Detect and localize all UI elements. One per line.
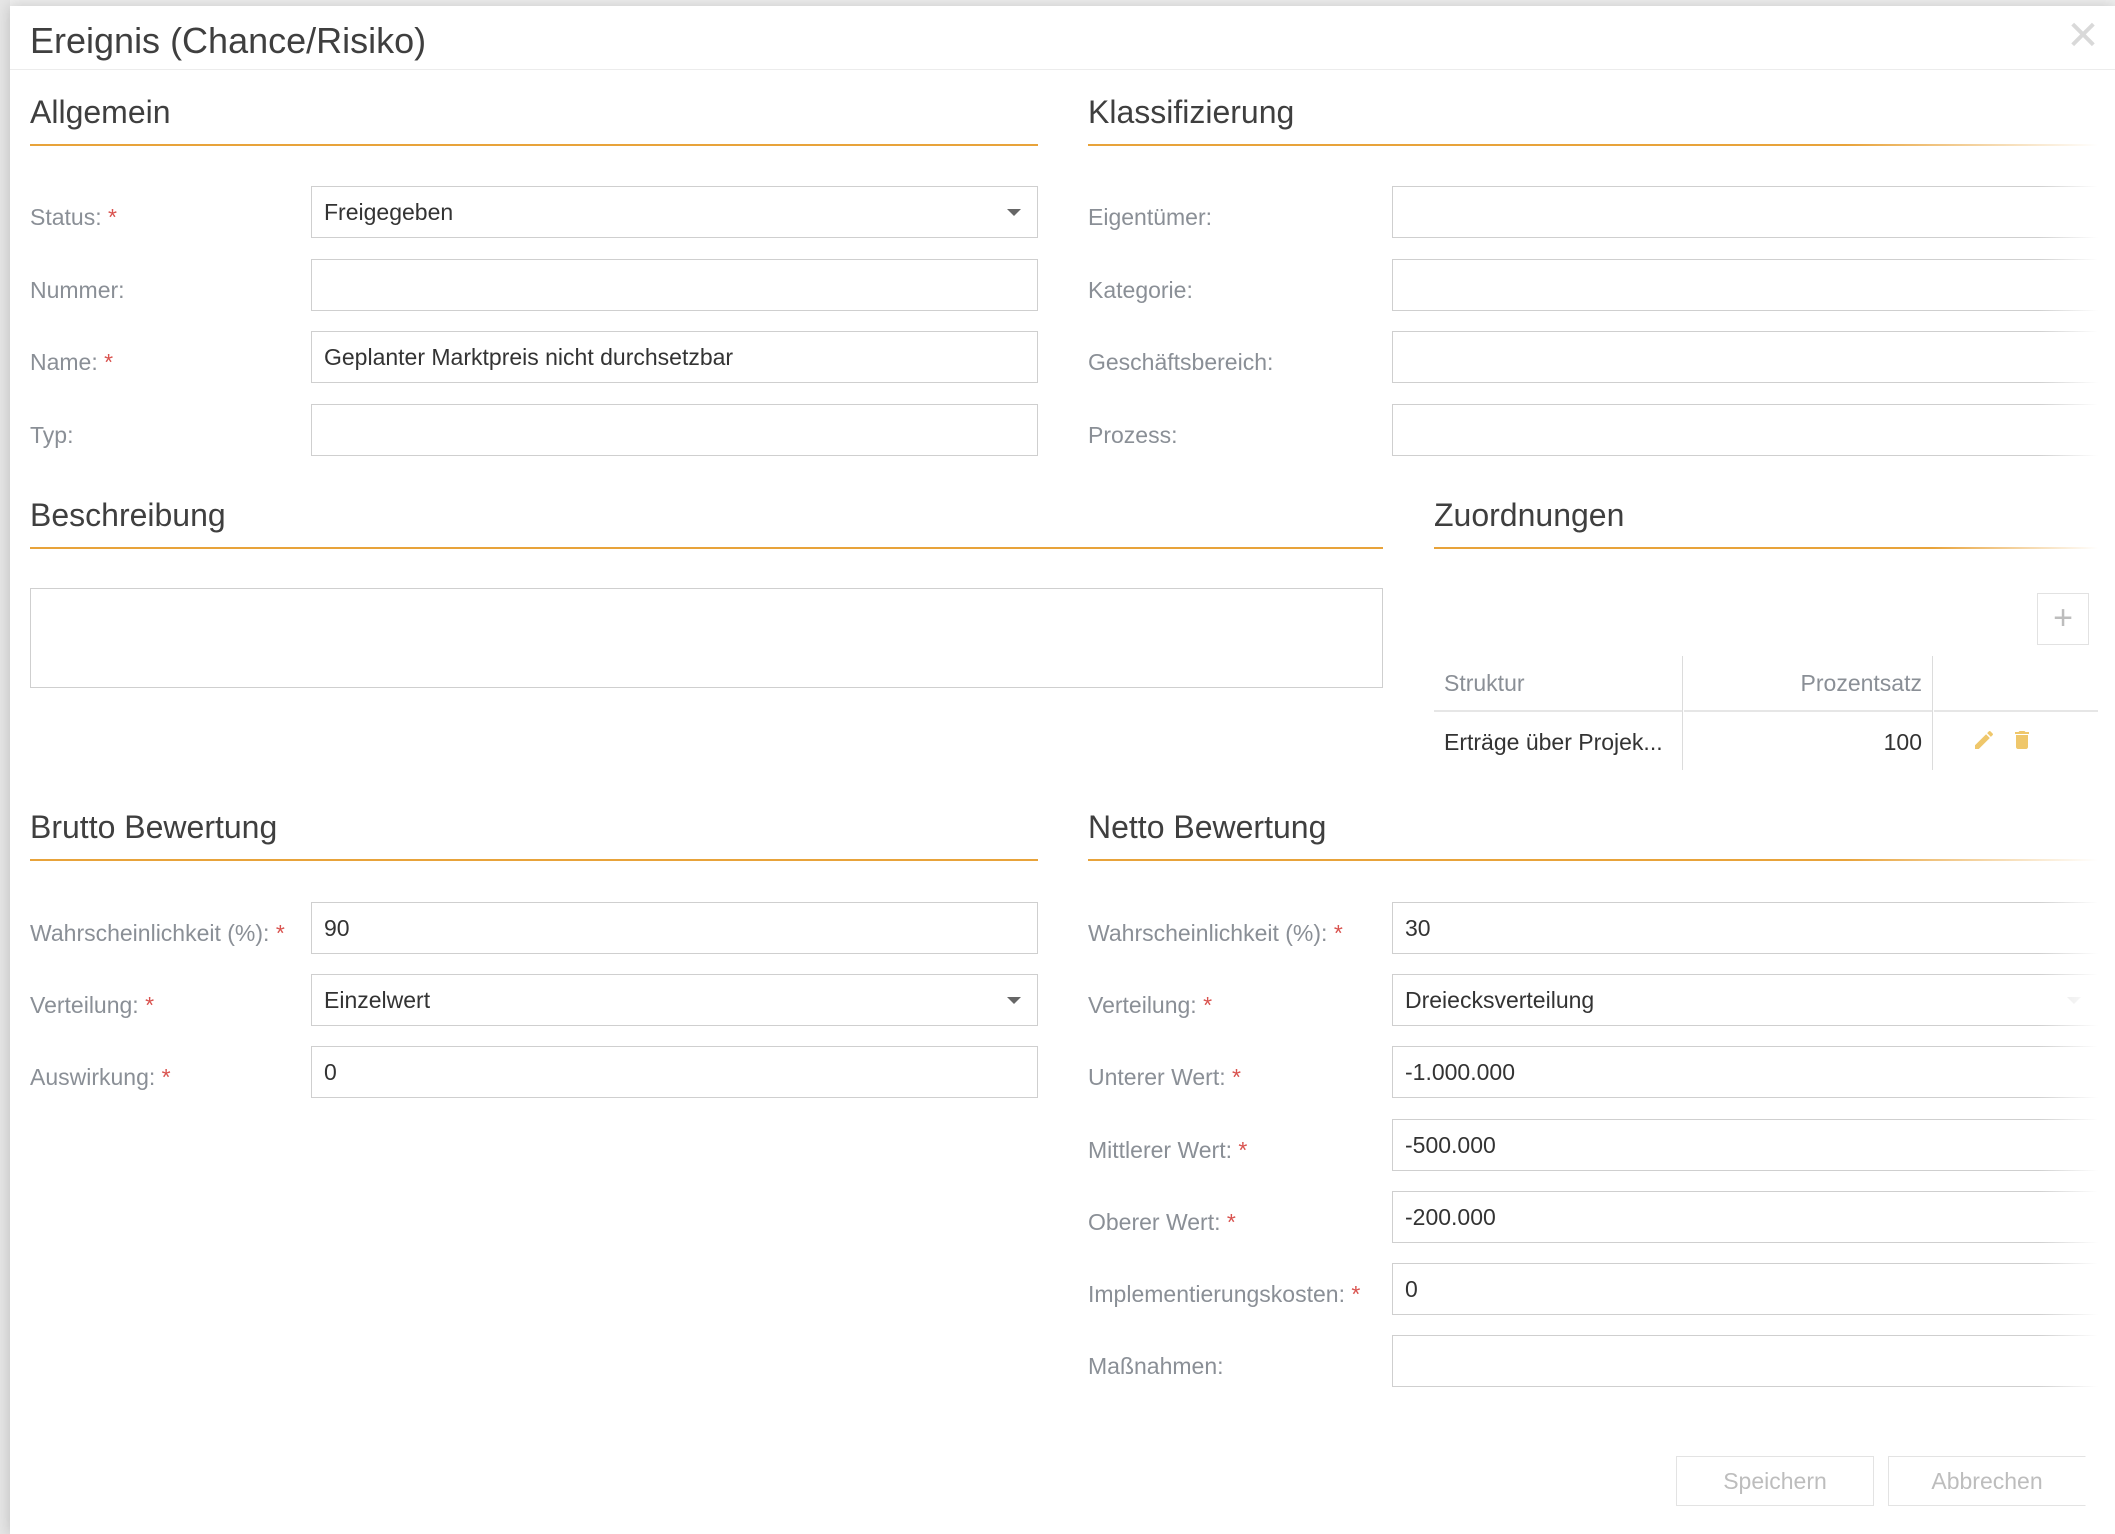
netto-wahrscheinlichkeit-label: Wahrscheinlichkeit (%): * — [1088, 920, 1343, 946]
netto-mittlerer-input[interactable]: -500.000 — [1392, 1119, 2098, 1171]
section-divider — [30, 859, 1038, 861]
chevron-down-icon — [1007, 997, 1021, 1004]
section-divider — [1088, 144, 2098, 146]
netto-verteilung-select[interactable] — [1392, 974, 2098, 1026]
background-strip — [0, 0, 10, 1534]
section-brutto-title: Brutto Bewertung — [30, 809, 278, 845]
event-dialog — [10, 6, 2115, 1534]
column-header-prozentsatz[interactable]: Prozentsatz — [1684, 656, 1932, 712]
netto-massnahmen-label: Maßnahmen: — [1088, 1353, 1224, 1379]
name-input[interactable]: Geplanter Marktpreis nicht durchsetzbar — [311, 331, 1038, 383]
netto-oberer-label: Oberer Wert: * — [1088, 1209, 1236, 1235]
brutto-verteilung-value: Einzelwert — [324, 986, 431, 1013]
section-divider — [30, 144, 1038, 146]
column-header-struktur[interactable]: Struktur — [1434, 656, 1682, 712]
status-select[interactable] — [311, 186, 1038, 238]
geschaeftsbereich-label: Geschäftsbereich: — [1088, 349, 1274, 375]
section-netto-title: Netto Bewertung — [1088, 809, 1327, 845]
section-beschreibung-title: Beschreibung — [30, 497, 226, 533]
chevron-down-icon — [2067, 997, 2081, 1004]
section-divider — [30, 547, 1383, 549]
typ-input[interactable] — [311, 404, 1038, 456]
status-value: Freigegeben — [324, 198, 454, 225]
netto-oberer-input[interactable]: -200.000 — [1392, 1191, 2098, 1243]
section-zuordnungen-title: Zuordnungen — [1434, 497, 1625, 533]
netto-unterer-input[interactable]: -1.000.000 — [1392, 1046, 2098, 1098]
dialog-titlebar — [10, 6, 2115, 70]
kategorie-label: Kategorie: — [1088, 277, 1193, 303]
netto-mittlerer-label: Mittlerer Wert: * — [1088, 1137, 1248, 1163]
dialog-title: Ereignis (Chance/Risiko) — [30, 20, 427, 61]
brutto-wahrscheinlichkeit-label: Wahrscheinlichkeit (%): * — [30, 920, 285, 946]
netto-verteilung-label: Verteilung: * — [1088, 992, 1213, 1018]
netto-massnahmen-input[interactable] — [1392, 1335, 2098, 1387]
typ-label: Typ: — [30, 422, 74, 448]
save-button[interactable]: Speichern — [1676, 1456, 1874, 1506]
brutto-wahrscheinlichkeit-input[interactable]: 90 — [311, 902, 1038, 954]
brutto-auswirkung-label: Auswirkung: * — [30, 1064, 171, 1090]
nummer-label: Nummer: — [30, 277, 125, 303]
section-divider — [1088, 859, 2098, 861]
column-separator — [1682, 656, 1683, 770]
prozess-input[interactable] — [1392, 404, 2098, 456]
eigentuemer-input[interactable] — [1392, 186, 2098, 238]
netto-unterer-label: Unterer Wert: * — [1088, 1064, 1241, 1090]
cancel-button[interactable]: Abbrechen — [1888, 1456, 2086, 1506]
status-label: Status: * — [30, 204, 117, 230]
nummer-input[interactable] — [311, 259, 1038, 311]
beschreibung-textarea[interactable] — [30, 588, 1383, 688]
netto-implementierung-input[interactable]: 0 — [1392, 1263, 2098, 1315]
edit-icon[interactable] — [1972, 728, 1996, 752]
close-icon[interactable]: ✕ — [2066, 14, 2100, 58]
column-header-actions — [1934, 656, 2098, 712]
table-row-struktur[interactable]: Erträge über Projek... — [1444, 728, 1663, 755]
brutto-auswirkung-input[interactable]: 0 — [311, 1046, 1038, 1098]
netto-implementierung-label: Implementierungskosten: * — [1088, 1281, 1361, 1307]
prozess-label: Prozess: — [1088, 422, 1178, 448]
geschaeftsbereich-input[interactable] — [1392, 331, 2098, 383]
table-row-prozentsatz[interactable]: 100 — [1883, 728, 1922, 755]
name-label: Name: * — [30, 349, 114, 375]
netto-verteilung-value: Dreiecksverteilung — [1405, 986, 1595, 1013]
section-allgemein-title: Allgemein — [30, 94, 171, 130]
add-icon[interactable]: + — [2037, 593, 2089, 645]
section-divider — [1434, 547, 2098, 549]
column-separator — [1932, 656, 1933, 770]
eigentuemer-label: Eigentümer: — [1088, 204, 1213, 230]
trash-icon[interactable] — [2010, 728, 2034, 752]
brutto-verteilung-label: Verteilung: * — [30, 992, 155, 1018]
kategorie-input[interactable] — [1392, 259, 2098, 311]
chevron-down-icon — [1007, 209, 1021, 216]
section-klassifizierung-title: Klassifizierung — [1088, 94, 1295, 130]
netto-wahrscheinlichkeit-input[interactable]: 30 — [1392, 902, 2098, 954]
brutto-verteilung-select[interactable] — [311, 974, 1038, 1026]
